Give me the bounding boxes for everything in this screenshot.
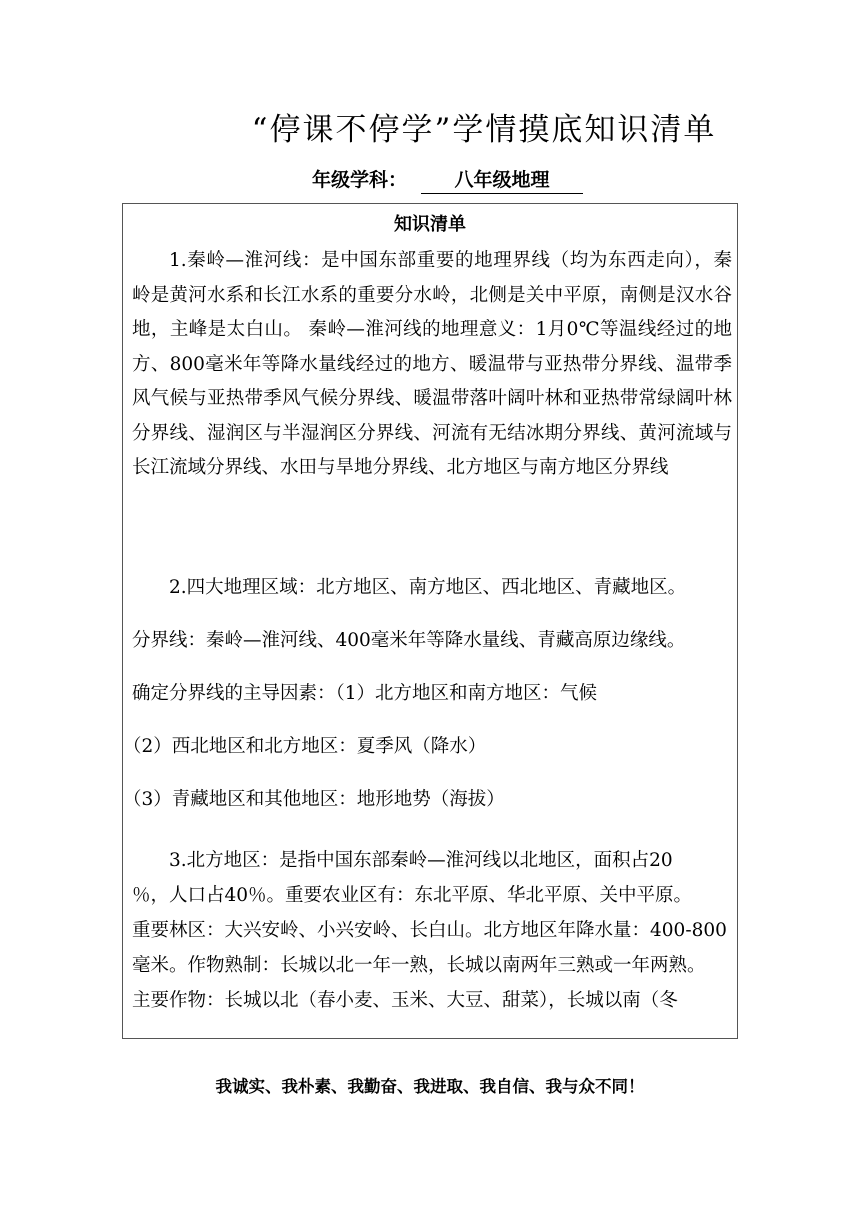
paragraph-north-line-5: 主要作物：长城以北（春小麦、玉米、大豆、甜菜），长城以南（冬	[132, 990, 678, 1011]
paragraph-north-line-3: 重要林区：大兴安岭、小兴安岭、长白山。北方地区年降水量：400-800	[132, 920, 727, 941]
paragraph-north-line-2: ％，人口占40％。重要农业区有：东北平原、华北平原、关中平原。	[132, 885, 693, 906]
grade-subject	[312, 165, 583, 194]
page-title: “停课不停学”学情摸底知识清单	[251, 112, 717, 148]
paragraph-regions-line-3: 确定分界线的主导因素：（1）北方地区和南方地区：气候	[132, 683, 598, 704]
paragraph-north-line-4: 毫米。作物熟制：长城以北一年一熟，长城以南两年三熟或一年两熟。	[132, 955, 706, 976]
paragraph-qinling-huaihe: 1.秦岭—淮河线：是中国东部重要的地理界线（均为东西走向），秦岭是黄河水系和长江水系的重要分水岭，北侧是关中平原，南侧是汉水谷地，主峰是太白山。 秦岭—淮河线的地理意义：1月0℃等温线经过的地方、800毫米年等降水量线经过的地方、暖温带与亚热带分界线、温带季风气候与亚热带季风气候分界线、暖温带落叶阔叶林和亚热带常绿阔叶林分界线、湿润区与半湿润区分界线、河流有无结冰期分界线、黄河流域与长江流域分界线、水田与旱地分界线、北方地区与南方地区分界线	[132, 250, 732, 478]
paragraph-regions-line-1: 2.四大地理区域：北方地区、南方地区、西北地区、青藏地区。	[169, 577, 687, 598]
paragraph-regions-line-5: （3）青藏地区和其他地区：地形地势（海拔）	[123, 789, 505, 810]
grade-subject-value: 八年级地理	[421, 165, 583, 194]
grade-subject-label: 年级学科：	[312, 169, 408, 191]
paragraph-north-line-1: 3.北方地区：是指中国东部秦岭—淮河线以北地区，面积占20	[169, 850, 673, 871]
paragraph-regions-line-2: 分界线：秦岭—淮河线、400毫米年等降水量线、青藏高原边缘线。	[132, 630, 686, 651]
paragraph-regions-line-4: （2）西北地区和北方地区：夏季风（降水）	[123, 736, 487, 757]
knowledge-list-box	[122, 203, 738, 1039]
footer-motto: 我诚实、我朴素、我勤奋、我进取、我自信、我与众不同！	[215, 1077, 645, 1096]
knowledge-list-heading: 知识清单	[394, 214, 466, 235]
